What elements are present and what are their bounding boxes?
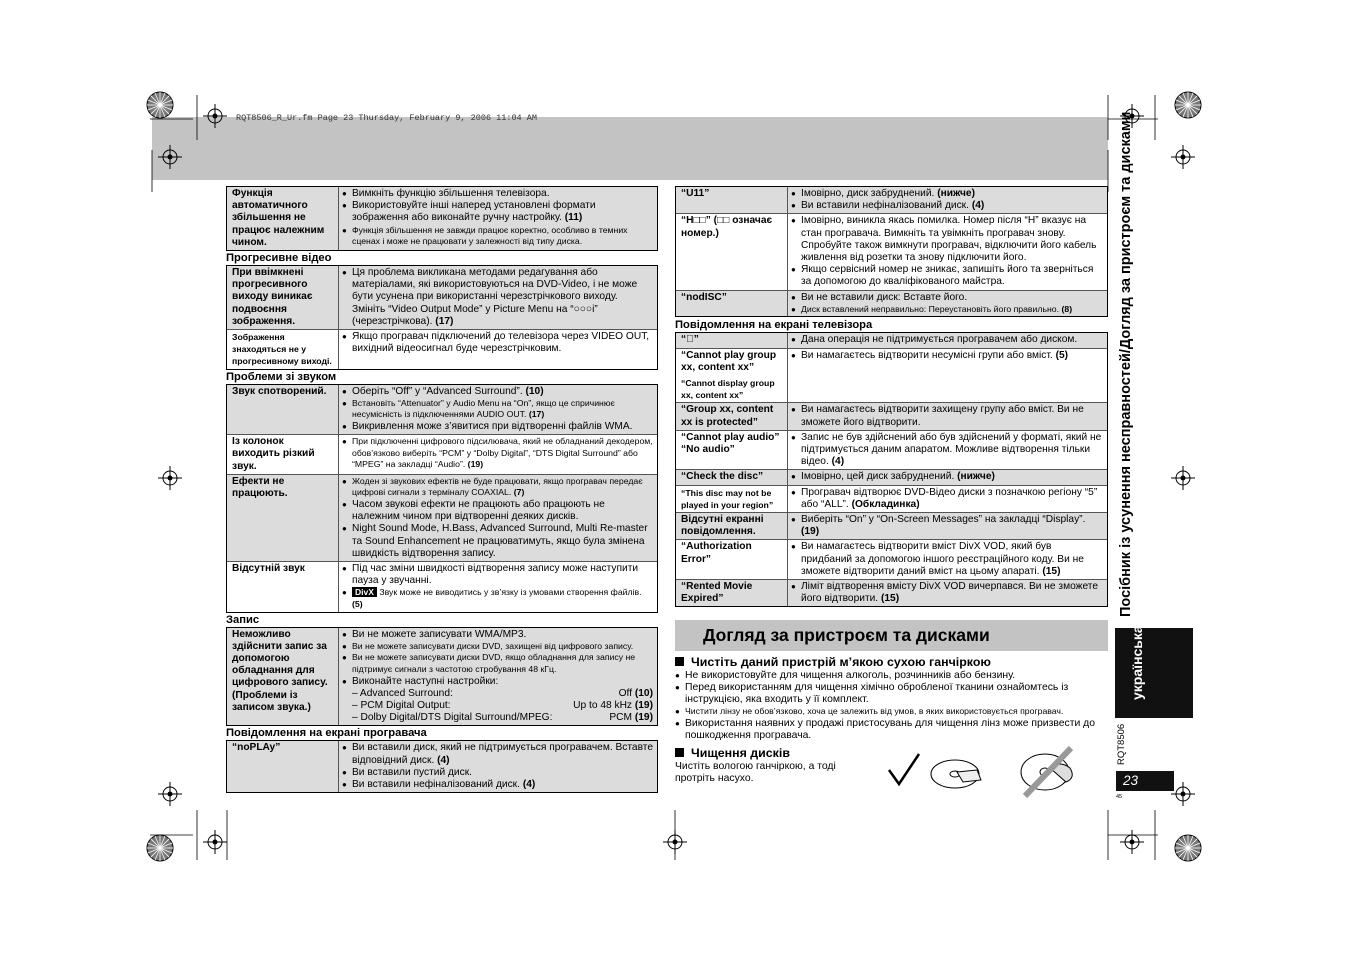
problem-cell bbox=[227, 562, 339, 612]
table-row bbox=[227, 561, 657, 612]
page-reference: (нижче) bbox=[957, 471, 995, 483]
bullet-item bbox=[791, 264, 1103, 288]
solution-cell bbox=[788, 486, 1107, 512]
bullet-item bbox=[791, 304, 1103, 316]
bullet-item bbox=[342, 779, 653, 791]
table-row bbox=[676, 187, 1107, 213]
bullet-item bbox=[342, 398, 653, 421]
problem-text: “U11” bbox=[681, 188, 710, 199]
problem-text: “⃠” bbox=[681, 334, 699, 346]
bullet-item bbox=[342, 742, 653, 766]
bullet-item bbox=[791, 334, 1103, 346]
bullet-item bbox=[342, 225, 653, 248]
bullet-item bbox=[791, 350, 1103, 362]
problem-cell bbox=[676, 540, 788, 579]
page-reference: (15) bbox=[1042, 565, 1061, 577]
problem-cell bbox=[676, 486, 788, 512]
problem-text-alt: “Cannot display group xx, content xx” bbox=[681, 378, 775, 401]
bullet-text: Програвач відтворює DVD-Відео диски з позначкою регіону “5” або “ALL”. bbox=[801, 486, 1098, 510]
page-reference: (5) bbox=[352, 599, 363, 610]
care-list bbox=[675, 670, 1108, 742]
bullet-item bbox=[791, 292, 1103, 304]
bullet-item bbox=[342, 563, 653, 587]
color-bar-icon bbox=[1175, 92, 1201, 118]
registration-mark-icon bbox=[1171, 782, 1195, 806]
registration-mark-icon bbox=[1171, 145, 1195, 169]
problem-cell bbox=[676, 513, 788, 539]
solution-cell bbox=[788, 214, 1107, 289]
page-reference: (8) bbox=[1061, 303, 1073, 314]
setting-value: PCM (19) bbox=[609, 712, 653, 724]
bullet-text: Імовірно, виникла якась помилка. Номер після “H” вказує на стан програвача. Вимкніть та увімкніть програвач знову. Спробуйте також вимкнути програвач, відключити його кабель живлення від розетки та знову підключити його. bbox=[801, 215, 1097, 264]
problem-cell bbox=[676, 580, 788, 606]
problem-cell bbox=[227, 330, 339, 369]
left-column bbox=[226, 186, 658, 793]
bullet-text: Ви вставили диск, який не підтримується програвачем. Вставте відповідний диск. bbox=[352, 742, 654, 766]
bullet-text: Запис не був здійснений або був здійснений у форматі, який не підтримується даним апаратом. Можливе відтворення тільки відео. bbox=[801, 431, 1102, 468]
square-bullet-icon bbox=[675, 657, 684, 666]
bullet-text: Ця проблема викликана методами редагування або матеріалами, які використовуються на DVD-Video, і не може бути усунена при використанні черезстрічкового виходу. Змініть “Video Output Mode” у Picture Menu на “○○○i” (черезстрічкова). bbox=[352, 267, 638, 327]
bullet-text: Встановіть “Attenuator” у Audio Menu на “On”, якщо це спричинює несумісність із підключеннями AUDIO OUT. bbox=[352, 397, 615, 420]
registration-mark-icon bbox=[158, 466, 182, 490]
bullet-text: Імовірно, цей диск забруднений. bbox=[801, 471, 955, 483]
table-row bbox=[676, 213, 1107, 289]
problem-text: Відсутній звук bbox=[232, 563, 305, 575]
bullet-text: Використання наявних у продажі пристосувань для чищення лінз може призвести до пошкодження програвача. bbox=[685, 717, 1095, 741]
bullet-item bbox=[791, 404, 1103, 428]
problem-text: “Group xx, content xx is protected” bbox=[681, 404, 774, 428]
progressive-video-heading: Прогресивне відео bbox=[226, 252, 332, 265]
bullet-item bbox=[342, 200, 653, 224]
problem-cell bbox=[676, 431, 788, 470]
problem-cell bbox=[676, 187, 788, 213]
player-messages-table bbox=[226, 740, 658, 793]
page-reference: (11) bbox=[564, 212, 583, 224]
bullet-item bbox=[342, 523, 653, 560]
solution-cell bbox=[788, 513, 1107, 539]
bullet-text: Часом звукові ефекти не працюють або працюють не належним чином при відтворенні деяких дисків. bbox=[352, 499, 605, 523]
table-row bbox=[227, 474, 657, 561]
setting-value: Off (10) bbox=[618, 687, 653, 699]
setting-name: – Dolby Digital/DTS Digital Surround/MPEG: bbox=[352, 712, 553, 724]
color-bar-icon bbox=[147, 92, 173, 118]
bullet-text: Вимкніть функцію збільшення телевізора. bbox=[352, 188, 550, 199]
bullet-text: Ви не можете записувати диски DVD, захищені від цифрового запису. bbox=[352, 640, 634, 651]
bullet-item bbox=[342, 436, 653, 471]
color-bar-icon bbox=[1175, 835, 1201, 861]
bullet-item bbox=[791, 541, 1103, 578]
problem-text: При ввімкнені прогресивного виходу виникає подвоєння зображення. bbox=[232, 267, 313, 327]
bullet-item bbox=[342, 676, 653, 688]
bullet-text: При підключенні цифрового підсилювача, який не обладнаний декодером, обов’язково виберіть “PCM” у “Dolby Digital”, “DTS Digital Surround” або “MPEG” на закладці “Audio”. bbox=[352, 436, 653, 470]
page-reference: (19) bbox=[467, 459, 484, 470]
table-row bbox=[227, 741, 657, 792]
bullet-text: Ви намагаєтесь відтворити захищену групу або вміст. Ви не зможете його відтворити. bbox=[801, 404, 1084, 428]
problem-text: “Cannot play group xx, content xx” bbox=[681, 349, 777, 373]
solution-cell bbox=[339, 330, 657, 369]
solution-cell bbox=[788, 403, 1107, 429]
table-row bbox=[676, 485, 1107, 512]
problem-text: “Authorization Error” bbox=[681, 541, 752, 565]
table-row bbox=[227, 434, 657, 474]
square-bullet-icon bbox=[675, 748, 684, 757]
problem-text: Зображення знаходяться не у прогресивному виході. bbox=[232, 332, 332, 367]
registration-mark-icon bbox=[1171, 466, 1195, 490]
page-reference: (19) bbox=[634, 700, 653, 712]
setting-name: – Advanced Surround: bbox=[352, 687, 453, 699]
setting-line bbox=[342, 700, 653, 712]
solution-cell bbox=[788, 470, 1107, 484]
bullet-item bbox=[791, 487, 1103, 511]
bullet-item bbox=[342, 188, 653, 200]
problem-cell bbox=[676, 403, 788, 429]
page-reference: (19) bbox=[801, 526, 820, 538]
tv-messages-table bbox=[675, 332, 1108, 607]
problem-cell bbox=[676, 291, 788, 317]
bullet-item bbox=[791, 432, 1103, 469]
bullet-item bbox=[342, 421, 653, 433]
divx-badge: DivX bbox=[352, 587, 377, 597]
sound-table bbox=[226, 384, 658, 613]
model-code: RQT8506 bbox=[1116, 723, 1127, 765]
bullet-item bbox=[675, 682, 1108, 706]
problem-cell bbox=[227, 435, 339, 474]
bullet-text: Ви намагаєтесь відтворити несумісні групи або вміст. bbox=[801, 349, 1053, 361]
solution-cell bbox=[788, 291, 1107, 317]
table-row bbox=[676, 333, 1107, 347]
problem-text: “noPLAy” bbox=[232, 742, 281, 754]
registration-mark-icon bbox=[158, 782, 182, 806]
bullet-item bbox=[342, 476, 653, 499]
bullet-text: Імовірно, диск забруднений. bbox=[801, 188, 935, 199]
page-reference: (10) bbox=[634, 687, 653, 699]
problem-text: Функція автоматичного збільшення не працює належним чином. bbox=[232, 188, 325, 248]
problem-cell bbox=[227, 475, 339, 561]
problem-cell bbox=[676, 470, 788, 484]
solution-cell bbox=[339, 562, 657, 612]
bullet-item bbox=[342, 587, 653, 610]
bullet-text: Перед використанням для чищення хімічно обробленої тканини ознайомтесь із інструкцією, яка входить у її комплект. bbox=[685, 682, 1069, 705]
bullet-text: Ви не можете записувати диски DVD, якщо обладнання для запису не підтримує сигнали з частотою стробування 48 кГц. bbox=[352, 652, 636, 675]
bullet-text: Використовуйте інші наперед установлені формати зображення або виконайте ручну настройку. bbox=[352, 200, 596, 224]
bullet-item bbox=[342, 386, 653, 398]
bullet-text: Ви намагаєтесь відтворити вміст DivX VOD, який був придбаний за допомогою іншого реєстраційного коду. Ви не зможете відтворити даний вміст на цьому апараті. bbox=[801, 541, 1084, 577]
page-reference: (7) bbox=[513, 487, 525, 498]
bullet-text: Дана операція не підтримується програвачем або диском. bbox=[801, 334, 1078, 346]
setting-line bbox=[342, 688, 653, 700]
player-messages-table-cont bbox=[675, 186, 1108, 317]
page-reference: (4) bbox=[437, 754, 450, 766]
page-reference: (нижче) bbox=[937, 188, 975, 199]
problem-cell bbox=[227, 385, 339, 435]
bullet-text: Функція збільшення не завжди працює коректно, особливо в темних сценах і може не працювати у залежності від типу диска. bbox=[352, 224, 628, 247]
table-row bbox=[676, 348, 1107, 403]
bullet-item bbox=[342, 267, 653, 328]
problem-text: “This disc may not be played in your region” bbox=[681, 487, 774, 510]
page-number: 23 bbox=[1116, 771, 1174, 791]
table-row bbox=[227, 187, 657, 250]
bullet-item bbox=[342, 499, 653, 523]
page-reference: (4) bbox=[971, 200, 985, 212]
problem-text: Відсутні екранні повідомлення. bbox=[681, 514, 764, 538]
bullet-item bbox=[675, 718, 1108, 742]
checkmark-icon bbox=[889, 754, 919, 784]
bullet-text: Диск вставлений неправильно: Переустановіть його правильно. bbox=[801, 303, 1060, 314]
setting-name: – PCM Digital Output: bbox=[352, 700, 451, 712]
language-label: українська bbox=[1129, 625, 1145, 700]
zoom-table bbox=[226, 186, 658, 251]
solution-cell bbox=[788, 333, 1107, 347]
table-row bbox=[676, 402, 1107, 429]
tv-messages-heading: Повідомлення на екрані телевізора bbox=[675, 319, 873, 332]
problem-text: Звук спотворений. bbox=[232, 385, 327, 397]
problem-text: “Check the disc” bbox=[681, 471, 764, 483]
bullet-text: Night Sound Mode, H.Bass, Advanced Surround, Multi Re-master та Sound Enhancement не працюватимуть, якщо була змінена швидкість відтворення запису. bbox=[352, 523, 648, 559]
problem-cell bbox=[227, 741, 339, 792]
table-row bbox=[676, 539, 1107, 579]
table-row bbox=[676, 430, 1107, 470]
bullet-item bbox=[791, 514, 1103, 538]
care-disc-text: Чистіть вологою ганчіркою, а тоді протріть насухо. bbox=[675, 760, 836, 784]
care-heading-unit: Чистіть даний пристрій м’якою сухою ганчіркою bbox=[675, 654, 1108, 670]
solution-cell bbox=[339, 435, 657, 474]
bullet-text: Не використовуйте для чищення алкоголь, розчинників або бензину. bbox=[685, 670, 1016, 681]
solution-cell bbox=[788, 187, 1107, 213]
problem-cell bbox=[676, 333, 788, 347]
page-reference: (5) bbox=[1055, 349, 1069, 361]
table-row bbox=[676, 290, 1107, 317]
page-reference: (4) bbox=[522, 779, 536, 791]
bullet-text: Жоден зі звукових ефектів не буде працювати, якщо програвач передає цифрові сигнали з терміналу COAXIAL. bbox=[352, 475, 643, 498]
solution-cell bbox=[788, 431, 1107, 470]
language-tab bbox=[1115, 628, 1193, 718]
bullet-text: Якщо сервісний номер не зникає, запишіть його та зверніться за допомогою до кваліфікованого майстра. bbox=[801, 264, 1094, 288]
care-heading-discs: Чищення дисків bbox=[675, 745, 1108, 761]
page-reference: (17) bbox=[435, 315, 454, 327]
progressive-table bbox=[226, 265, 658, 370]
problem-text: Ефекти не працюють. bbox=[232, 475, 288, 500]
player-messages-heading: Повідомлення на екрані програвача bbox=[226, 727, 427, 740]
bullet-item bbox=[791, 471, 1103, 483]
bullet-item bbox=[342, 629, 653, 641]
registration-mark-icon bbox=[203, 830, 227, 854]
bullet-text: Ви не можете записувати WMA/MP3. bbox=[352, 628, 527, 640]
bullet-text: Звук може не виводитись у зв’язку із умовами створення файлів. bbox=[379, 587, 642, 598]
bullet-text: Під час зміни швидкості відтворення запису може наступити пауза у звучанні. bbox=[352, 563, 639, 587]
sound-problems-heading: Проблеми зі звуком bbox=[226, 370, 337, 383]
care-banner: Догляд за пристроєм та дисками bbox=[675, 620, 1108, 651]
table-row bbox=[227, 628, 657, 726]
solution-cell bbox=[339, 628, 657, 726]
problem-cell bbox=[676, 214, 788, 289]
bullet-text: Ви вставили пустий диск. bbox=[352, 766, 472, 778]
problem-cell bbox=[227, 266, 339, 329]
bullet-item bbox=[675, 670, 1108, 682]
page-reference: (17) bbox=[528, 409, 545, 420]
solution-cell bbox=[339, 187, 657, 250]
bullet-item bbox=[791, 200, 1103, 212]
bullet-text: Ви вставили нефіналізований диск. bbox=[352, 779, 520, 791]
table-row bbox=[227, 385, 657, 435]
registration-mark-icon bbox=[1120, 830, 1144, 854]
solution-cell bbox=[339, 475, 657, 561]
page-reference: (Обкладинка) bbox=[851, 498, 920, 510]
solution-cell bbox=[339, 385, 657, 435]
bullet-item bbox=[342, 331, 653, 355]
bullet-text: Викривлення може з’явитися при відтворенні файлів WMA. bbox=[352, 421, 633, 433]
bullet-item bbox=[791, 215, 1103, 264]
bullet-item bbox=[342, 641, 653, 653]
problem-text: Неможливо здійснити запис за допомогою обладнання для цифрового запису. (Проблеми із записом звука.) bbox=[232, 628, 328, 713]
side-section-title: Посібник із усунення несправностей/Догляд за пристроєм та дисками bbox=[1118, 111, 1134, 617]
bullet-text: Ліміт відтворення вмісту DivX VOD вичерпався. Ви не зможете його відтворити. bbox=[801, 581, 1099, 605]
bullet-item bbox=[675, 706, 1108, 718]
file-header: RQT8506_R_Ur.fm Page 23 Thursday, February 9, 2006 11:04 AM bbox=[236, 113, 537, 123]
table-row bbox=[227, 329, 657, 369]
page-reference: (15) bbox=[880, 593, 900, 605]
registration-mark-icon bbox=[158, 145, 182, 169]
table-row bbox=[227, 266, 657, 329]
problem-cell bbox=[227, 628, 339, 726]
page-reference: (19) bbox=[634, 712, 653, 724]
disc-cleaning-illustration bbox=[885, 744, 1085, 800]
disc-wrong-icon bbox=[1021, 748, 1072, 796]
bullet-text: Оберіть “Off” у “Advanced Surround”. bbox=[352, 385, 523, 397]
bullet-text: Виконайте наступні настройки: bbox=[352, 675, 499, 687]
problem-cell bbox=[227, 187, 339, 250]
setting-line bbox=[342, 712, 653, 724]
table-row bbox=[676, 579, 1107, 606]
page-reference: (10) bbox=[525, 385, 544, 397]
solution-cell bbox=[339, 266, 657, 329]
page-reference: (4) bbox=[831, 456, 845, 468]
recording-heading: Запис bbox=[226, 613, 260, 626]
solution-cell bbox=[788, 349, 1107, 403]
recording-table bbox=[226, 627, 658, 727]
bullet-text: Ви не вставили диск: Вставте його. bbox=[801, 291, 968, 303]
problem-text: “nodISC” bbox=[681, 291, 727, 303]
bullet-text: Ви вставили нефіналізований диск. bbox=[801, 200, 969, 212]
solution-cell bbox=[788, 580, 1107, 606]
small-page-ref: 45 bbox=[1116, 794, 1123, 800]
problem-text: Із колонок виходить різкий звук. bbox=[232, 436, 315, 472]
bullet-item bbox=[791, 188, 1103, 200]
bullet-text: Виберіть “On” у “On-Screen Messages” на закладці “Display”. bbox=[801, 514, 1086, 526]
bullet-item bbox=[342, 652, 653, 675]
color-bar-icon bbox=[147, 835, 173, 861]
bullet-text: Чистити лінзу не обов’язково, хоча це залежить від умов, в яких використовується програвач. bbox=[685, 706, 1064, 716]
table-row bbox=[676, 512, 1107, 539]
bullet-item bbox=[791, 581, 1103, 605]
solution-cell bbox=[339, 741, 657, 792]
right-column bbox=[675, 186, 1108, 607]
disc-correct-icon bbox=[931, 760, 981, 788]
solution-cell bbox=[788, 540, 1107, 579]
table-row bbox=[676, 469, 1107, 484]
bullet-text: Якщо програвач підключений до телевізора через VIDEO OUT, вихідний відеосигнал буде черезстрічковим. bbox=[352, 331, 650, 355]
registration-mark-icon bbox=[203, 104, 227, 128]
problem-text: “H□□” (□□ означає номер.) bbox=[681, 215, 773, 239]
setting-value: Up to 48 kHz (19) bbox=[573, 700, 653, 712]
problem-text: “Rented Movie Expired” bbox=[681, 581, 753, 605]
problem-text: “Cannot play audio” “No audio” bbox=[681, 431, 780, 456]
bullet-item bbox=[342, 767, 653, 779]
problem-cell bbox=[676, 349, 788, 403]
